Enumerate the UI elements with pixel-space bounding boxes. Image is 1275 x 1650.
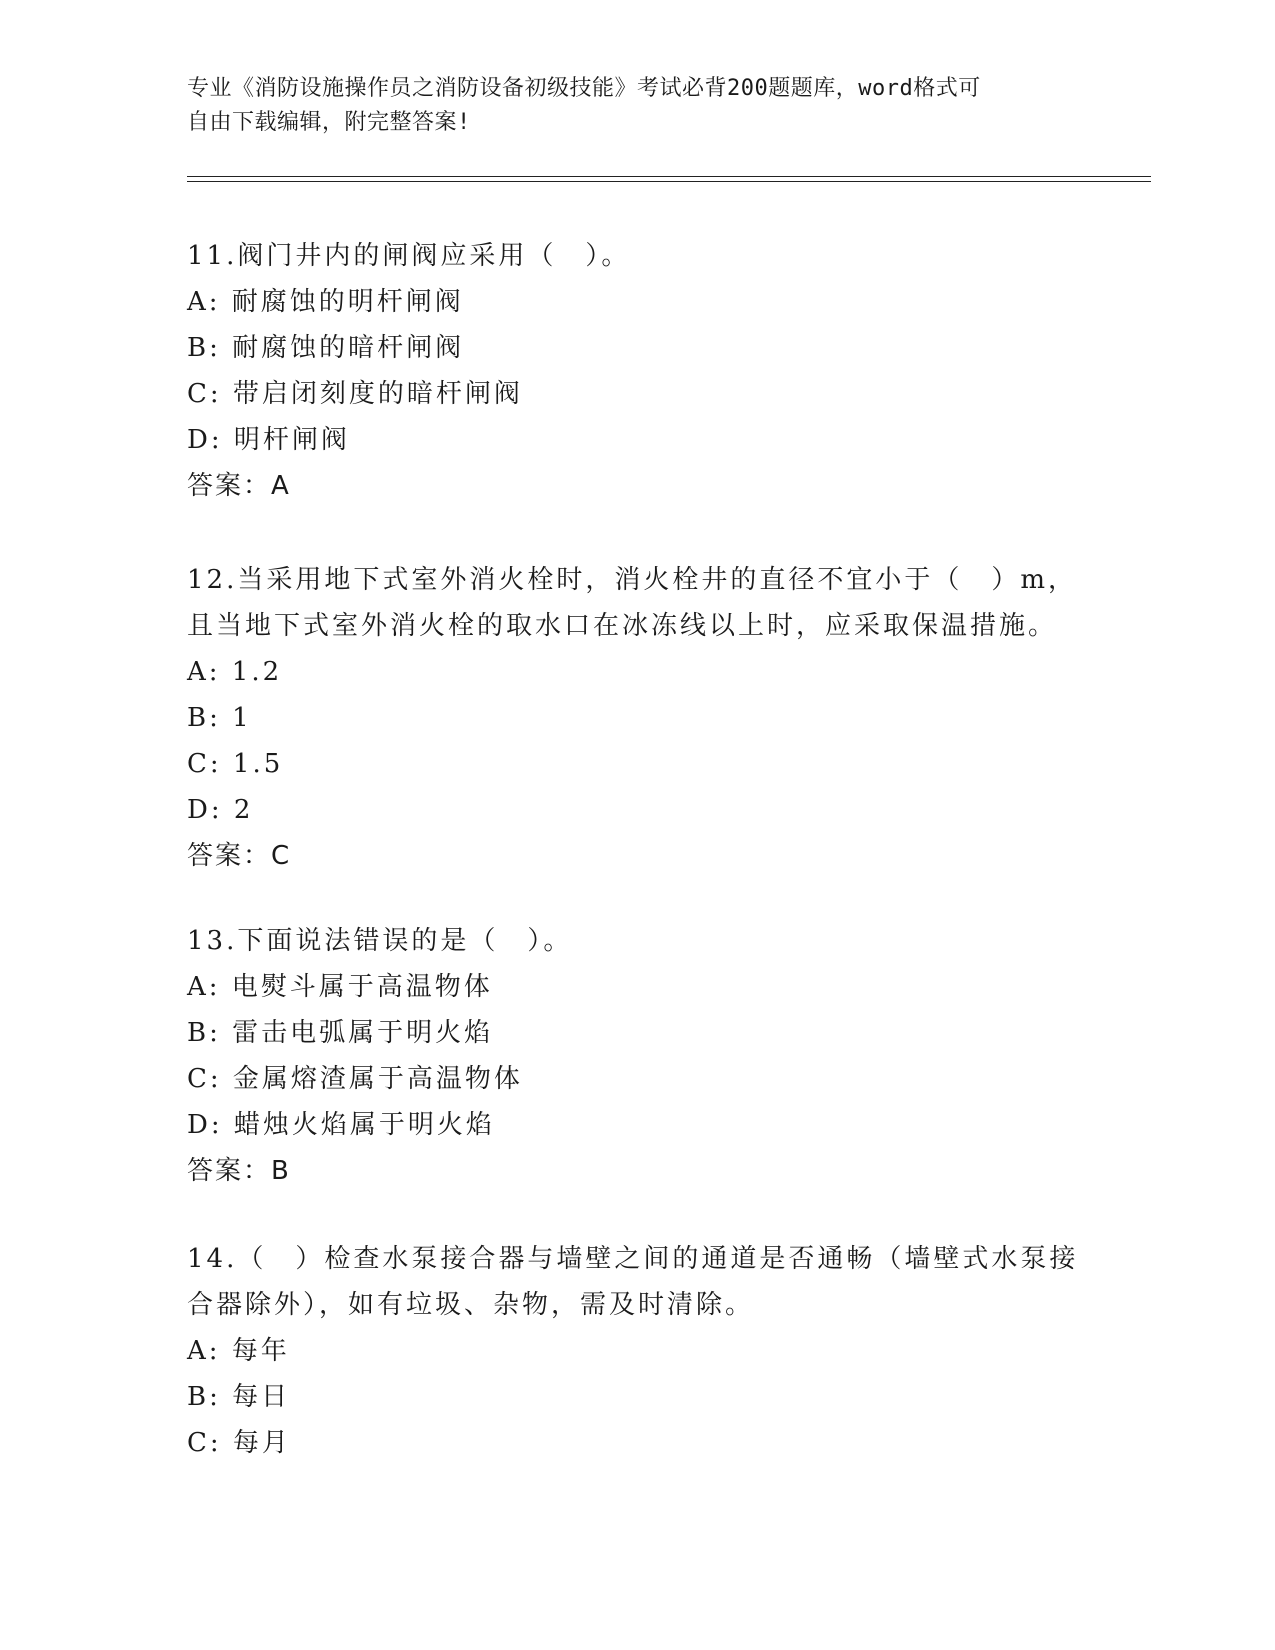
option-a: A: 每年 xyxy=(187,1336,290,1366)
document-header xyxy=(187,72,1067,140)
header-line-1: 专业《消防设施操作员之消防设备初级技能》考试必背200题题库，word格式可 xyxy=(187,76,981,101)
question-14 xyxy=(187,1236,1079,1466)
option-b: B: 雷击电弧属于明火焰 xyxy=(187,1018,494,1048)
option-b: B: 耐腐蚀的暗杆闸阀 xyxy=(187,333,465,363)
answer-text: 答案：B xyxy=(187,1156,291,1186)
option-c: C: 每月 xyxy=(187,1428,291,1458)
header-line-2: 自由下载编辑，附完整答案! xyxy=(187,110,471,135)
option-a: A: 耐腐蚀的明杆闸阀 xyxy=(187,287,464,317)
header-divider-top xyxy=(187,176,1151,177)
question-stem: 11.阀门井内的闸阀应采用（ ）。 xyxy=(187,241,631,271)
option-d: D: 蜡烛火焰属于明火焰 xyxy=(187,1110,495,1140)
question-13 xyxy=(187,918,1067,1194)
option-b: B: 每日 xyxy=(187,1382,291,1412)
answer-text: 答案：C xyxy=(187,841,292,871)
option-c: C: 1.5 xyxy=(187,749,284,779)
option-b: B: 1 xyxy=(187,703,252,733)
header-divider-bottom xyxy=(187,181,1151,182)
question-12 xyxy=(187,557,1078,879)
option-c: C: 金属熔渣属于高温物体 xyxy=(187,1064,523,1094)
question-11 xyxy=(187,233,1067,509)
option-c: C: 带启闭刻度的暗杆闸阀 xyxy=(187,379,523,409)
question-stem-continued: 合器除外），如有垃圾、杂物，需及时清除。 xyxy=(187,1290,755,1320)
option-a: A: 电熨斗属于高温物体 xyxy=(187,972,493,1002)
question-stem: 13.下面说法错误的是（ ）。 xyxy=(187,926,573,956)
question-stem: 12.当采用地下式室外消火栓时，消火栓井的直径不宜小于（ ）m， xyxy=(187,565,1078,595)
question-stem: 14.（ ）检查水泵接合器与墙壁之间的通道是否通畅（墙壁式水泵接 xyxy=(187,1244,1079,1274)
answer-text: 答案：A xyxy=(187,471,291,501)
option-d: D: 2 xyxy=(187,795,254,825)
option-a: A: 1.2 xyxy=(187,657,283,687)
question-stem-continued: 且当地下式室外消火栓的取水口在冰冻线以上时，应采取保温措施。 xyxy=(187,611,1058,641)
option-d: D: 明杆闸阀 xyxy=(187,425,350,455)
